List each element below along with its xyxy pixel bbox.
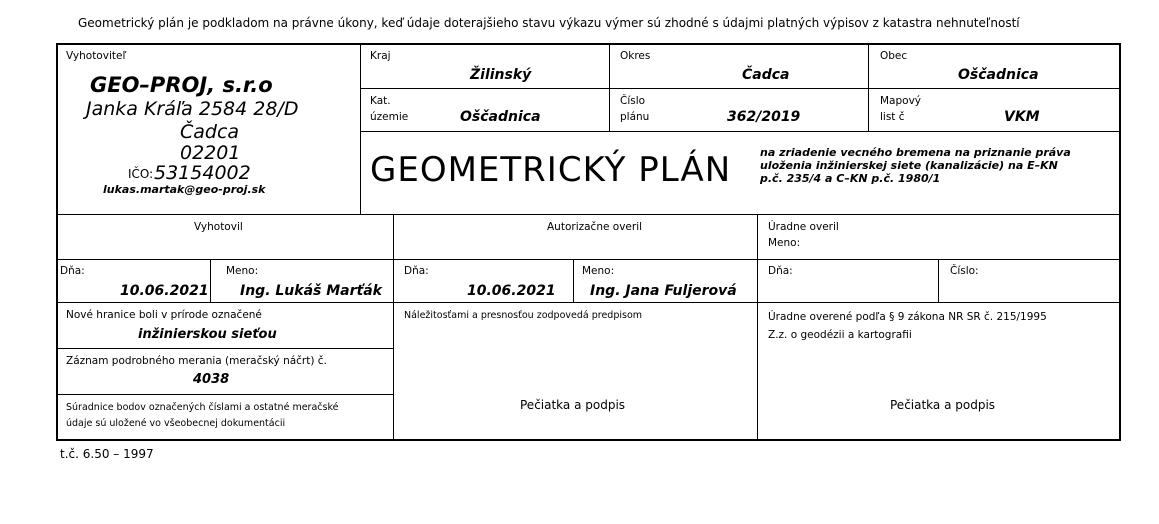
divider (573, 259, 574, 303)
autorizacne-label: Autorizačne overil (547, 221, 643, 233)
cislo-planu-value: 362/2019 (727, 109, 801, 125)
vyhotovil-name: Ing. Lukáš Marťák (240, 283, 382, 299)
kat-uzemie-value: Oščadnica (460, 109, 541, 125)
okres-label: Okres (620, 50, 651, 62)
suradnice-note (66, 400, 338, 432)
divider (609, 44, 610, 132)
ico-value: 53154002 (154, 162, 251, 184)
vyhotovil-label: Vyhotovil (194, 221, 243, 233)
divider (393, 214, 394, 440)
company-zip: 02201 (180, 142, 241, 164)
divider (57, 259, 393, 260)
purpose-line: na zriadenie vecného bremena na priznanie práva (760, 146, 1071, 159)
nove-hranice-value: inžinierskou sieťou (138, 327, 277, 342)
ico-label: IČO: (128, 167, 154, 181)
divider (210, 259, 211, 303)
divider (57, 214, 1120, 215)
zaznam-label: Záznam podrobného merania (meračský náčrt) č. (66, 355, 327, 367)
uradne-meno-label: Meno: (768, 237, 801, 249)
peciatka-autorizacne: Pečiatka a podpis (520, 398, 626, 412)
autorizacne-name-label: Meno: (582, 265, 615, 277)
suradnice-line: Súradnice bodov označených číslami a ostatné meračské (66, 402, 339, 413)
nalezitosti-note: Náležitosťami a presnosťou zodpovedá predpisom (404, 310, 643, 321)
mapovy-list-label-2: list č (880, 111, 905, 123)
kat-uzemie-label-1: Kat. (370, 95, 391, 107)
vyhotovil-date-label: Dňa: (60, 265, 85, 277)
mapovy-list-value: VKM (1004, 109, 1040, 125)
footer-code: t.č. 6.50 – 1997 (60, 447, 154, 461)
overene-line: Z.z. o geodézii a kartografii (768, 329, 912, 341)
kraj-value: Žilinský (470, 67, 532, 83)
company-name: GEO–PROJ, s.r.o (90, 73, 273, 97)
uradne-date-label: Dňa: (768, 265, 793, 277)
kat-uzemie-label-2: územie (370, 111, 409, 123)
divider (938, 259, 939, 303)
purpose-line: uloženia inžinierskej siete (kanalizácie) na E–KN (760, 159, 1058, 172)
mapovy-list-label-1: Mapový (880, 95, 922, 107)
peciatka-uradne: Pečiatka a podpis (890, 398, 996, 412)
nove-hranice-label: Nové hranice boli v prírode označené (66, 309, 262, 321)
vyhotovitel-label: Vyhotoviteľ (66, 50, 127, 62)
divider (360, 131, 1120, 132)
company-street: Janka Kráľa 2584 28/D (86, 98, 299, 120)
overene-podla-note (768, 308, 1047, 344)
plan-purpose (760, 146, 1071, 185)
uradne-label: Úradne overil (768, 221, 839, 233)
header-note: Geometrický plán je podkladom na právne úkony, keď údaje doterajšieho stavu výkazu výmer sú zhodné s údajmi platných výpisov z katastra nehnuteľností (78, 16, 1020, 30)
divider (757, 214, 758, 440)
suradnice-line: údaje sú uložené vo všeobecnej dokumentácii (66, 418, 286, 429)
autorizacne-date-label: Dňa: (404, 265, 429, 277)
divider (868, 44, 869, 132)
okres-value: Čadca (742, 67, 790, 83)
obec-label: Obec (880, 50, 908, 62)
uradne-cislo-label: Číslo: (950, 265, 979, 277)
zaznam-value: 4038 (193, 372, 230, 387)
kraj-label: Kraj (370, 50, 391, 62)
vyhotovil-date: 10.06.2021 (120, 283, 209, 299)
divider (57, 302, 1120, 303)
plan-title: GEOMETRICKÝ PLÁN (370, 150, 732, 190)
obec-value: Oščadnica (958, 67, 1039, 83)
autorizacne-date: 10.06.2021 (467, 283, 556, 299)
purpose-line: p.č. 235/4 a C–KN p.č. 1980/1 (760, 172, 941, 185)
divider (393, 259, 1120, 260)
cislo-planu-label-1: Číslo (620, 95, 646, 107)
divider (360, 88, 1120, 89)
autorizacne-name: Ing. Jana Fuljerová (590, 283, 737, 299)
divider (57, 348, 393, 349)
vyhotovil-name-label: Meno: (226, 265, 259, 277)
company-city: Čadca (180, 121, 240, 143)
company-email: lukas.martak@geo-proj.sk (103, 183, 266, 196)
overene-line: Úradne overené podľa § 9 zákona NR SR č. 215/1995 (768, 311, 1047, 323)
divider (57, 394, 393, 395)
cislo-planu-label-2: plánu (620, 111, 650, 123)
divider (360, 44, 361, 214)
